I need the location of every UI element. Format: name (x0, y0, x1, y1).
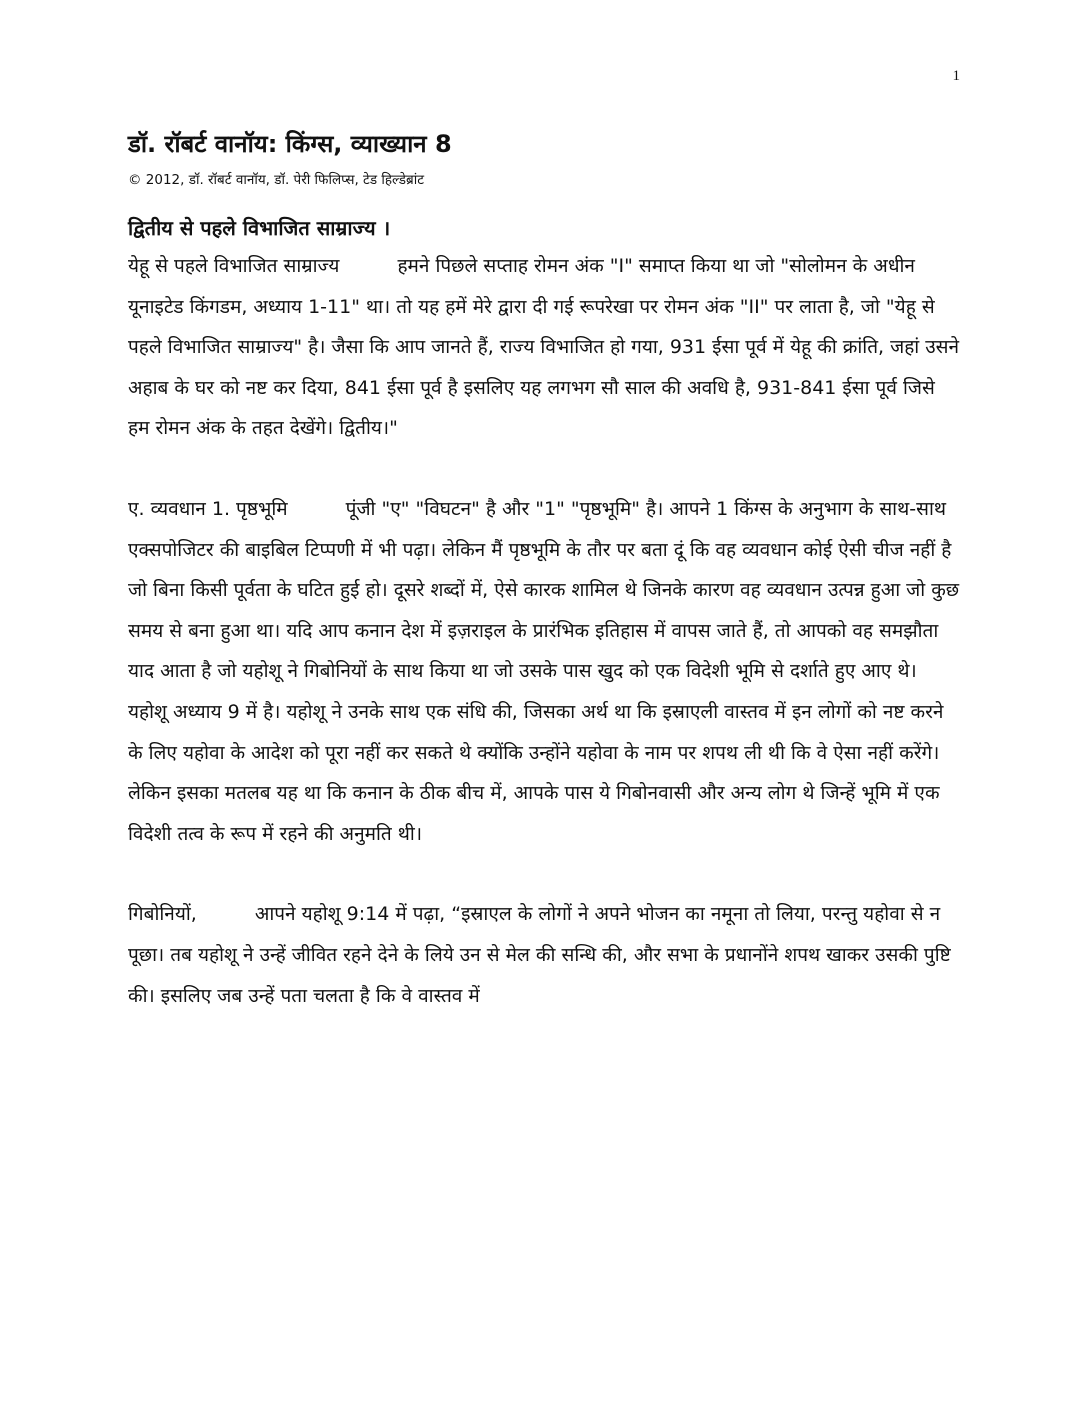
paragraph-1-lead: येहू से पहले विभाजित साम्राज्य (128, 255, 340, 277)
section-heading-bold: से पहले विभाजित साम्राज्य । (179, 216, 391, 240)
document-body (128, 126, 960, 1016)
paragraph-1 (128, 246, 960, 449)
paragraph-2-lead: ए. व्यवधान 1. पृष्ठभूमि (128, 497, 288, 520)
paragraph-3-lead: गिबोनियों, (128, 903, 197, 926)
paragraph-2-text: पूंजी "ए" "विघटन" है और "1" "पृष्ठभूमि" है। आपने 1 किंग्स के अनुभाग के साथ-साथ एक्सपोजिटर की बाइबिल टिप्पणी में भी पढ़ा। लेकिन मैं पृष्ठभूमि के तौर पर बता दूं कि वह व्यवधान कोई ऐसी चीज नहीं है जो बिना किसी पूर्वता के घटित हुई हो। दूसरे शब्दों में, ऐसे कारक शामिल थे जिनके कारण वह व्यवधान उत्पन्न हुआ जो कुछ समय से बना हुआ था। यदि आप कनान देश में इज़राइल के प्रारंभिक इतिहास में वापस जाते हैं, तो आपको वह समझौता याद आता है जो यहोशू ने गिबोनियों के साथ किया था जो उसके पास खुद को एक विदेशी भूमि से दर्शाते हुए आए थे। यहोशू अध्याय 9 में है। यहोशू ने उनके साथ एक संधि की, जिसका अर्थ था कि इस्राएली वास्तव में इन लोगों को नष्ट करने के लिए यहोवा के आदेश को पूरा नहीं कर सकते थे क्योंकि उन्होंने यहोवा के नाम पर शपथ ली थी कि वे ऐसा नहीं करेंगे। लेकिन इसका मतलब यह था कि कनान के ठीक बीच में, आपके पास ये गिबोनवासी और अन्य लोग थे जिन्हें भूमि में एक विदेशी तत्व के रूप में रहने की अनुमति थी। (128, 497, 960, 845)
paragraph-2 (128, 489, 960, 854)
paragraph-3 (128, 894, 960, 1016)
section-heading (128, 210, 960, 246)
paragraph-3-text: आपने यहोशू 9:14 में पढ़ा, “इस्राएल के लोगों ने अपने भोजन का नमूना तो लिया, परन्तु यहोवा से न पूछा। तब यहोशू ने उन्हें जीवित रहने देने के लिये उन से मेल की सन्धि की, और सभा के प्रधानोंने शपथ खाकर उसकी पुष्टि की। इसलिए जब उन्हें पता चलता है कि वे वास्तव में (128, 903, 951, 1007)
paragraph-1-text: हमने पिछले सप्ताह रोमन अंक "I" समाप्त किया था जो "सोलोमन के अधीन यूनाइटेड किंगडम, अध्याय 1-11" था। तो यह हमें मेरे द्वारा दी गई रूपरेखा पर रोमन अंक "II" पर लाता है, जो "येहू से पहले विभाजित साम्राज्य" है। जैसा कि आप जानते हैं, राज्य विभाजित हो गया, 931 ईसा पूर्व में येहू की क्रांति, जहां उसने अहाब के घर को नष्ट कर दिया, 841 ईसा पूर्व है इसलिए यह लगभग सौ साल की अवधि है, 931-841 ईसा पूर्व जिसे हम रोमन अंक के तहत देखेंगे। द्वितीय।" (128, 255, 960, 440)
lecture-title: डॉ. रॉबर्ट वानॉय: किंग्स, व्याख्यान 8 (128, 130, 452, 158)
page-number: 1 (952, 68, 960, 84)
section-heading-prefix: द्वितीय (128, 216, 180, 240)
copyright-line: © 2012, डॉ. रॉबर्ट वानॉय, डॉ. पेरी फिलिप्स, टेड हिल्डेब्रांट (128, 172, 425, 188)
